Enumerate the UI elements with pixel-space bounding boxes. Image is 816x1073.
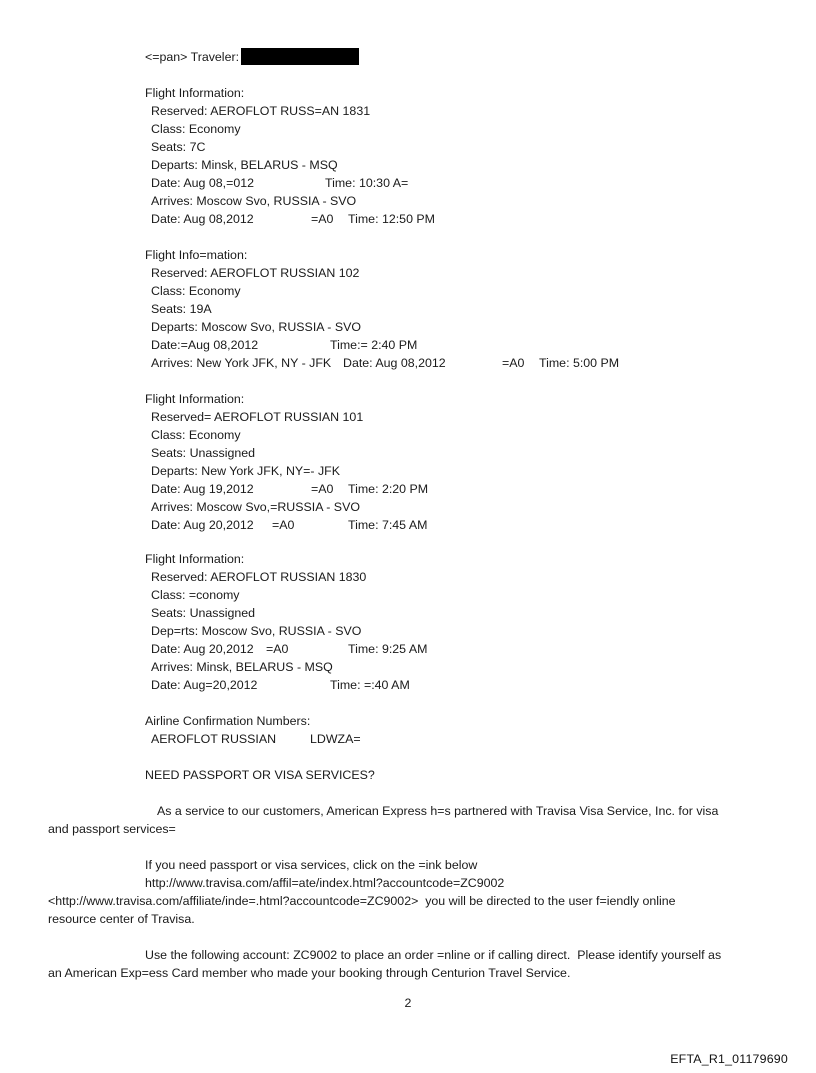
flight-arrival-time: Time: =:40 AM bbox=[330, 678, 410, 692]
traveler-label: <=pan> Traveler: bbox=[145, 50, 240, 64]
flight-departure-time: Time: 2:20 PM bbox=[348, 482, 429, 496]
flight-class: Class: =conomy bbox=[151, 588, 240, 602]
flight-departs: Departs: New York JFK, NY=- JFK bbox=[151, 464, 341, 478]
flight-departs: Departs: Moscow Svo, RUSSIA - SVO bbox=[151, 320, 362, 334]
flight-departs: Departs: Minsk, BELARUS - MSQ bbox=[151, 158, 338, 172]
confirmation-heading: Airline Confirmation Numbers: bbox=[145, 714, 311, 728]
flight-class: Class: Economy bbox=[151, 284, 241, 298]
flight-arrival-code: =A0 bbox=[272, 518, 295, 532]
flight-heading: Flight Info=mation: bbox=[145, 248, 248, 262]
flight-reserved: Reserved: AEROFLOT RUSSIAN 1830 bbox=[151, 570, 367, 584]
flight-departure-date: Date:=Aug 08,2012 bbox=[151, 338, 259, 352]
confirmation-airline: AEROFLOT RUSSIAN bbox=[151, 732, 277, 746]
flight-arrival-time: Time: 5:00 PM bbox=[539, 356, 620, 370]
visa-paragraph-1-line-2: and passport services= bbox=[48, 822, 176, 836]
flight-arrival-date: Date: Aug 08,2012 bbox=[151, 212, 254, 226]
flight-departure-date: Date: Aug 08,=012 bbox=[151, 176, 254, 190]
flight-departure-date: Date: Aug 19,2012 bbox=[151, 482, 254, 496]
visa-paragraph-3-line-2: an American Exp=ess Card member who made your booking through Centurion Travel Service. bbox=[48, 966, 571, 980]
flight-arrival-code: =A0 bbox=[311, 212, 334, 226]
flight-heading: Flight Information: bbox=[145, 86, 245, 100]
flight-departure-code: =A0 bbox=[266, 642, 289, 656]
flight-reserved: Reserved: AEROFLOT RUSSIAN 102 bbox=[151, 266, 360, 280]
flight-arrives: Arrives: Moscow Svo,=RUSSIA - SVO bbox=[151, 500, 360, 514]
flight-class: Class: Economy bbox=[151, 122, 241, 136]
flight-arrives: Arrives: Minsk, BELARUS - MSQ bbox=[151, 660, 333, 674]
flight-reserved: Reserved= AEROFLOT RUSSIAN 101 bbox=[151, 410, 364, 424]
traveler-line bbox=[145, 48, 359, 66]
flight-departure-code: =A0 bbox=[311, 482, 334, 496]
flight-seats: Seats: Unassigned bbox=[151, 606, 256, 620]
flight-arrival-time: Time: 7:45 AM bbox=[348, 518, 428, 532]
visa-paragraph-1-line-1: As a service to our customers, American Express h=s partnered with Travisa Visa Service, Inc. for visa bbox=[157, 804, 719, 818]
visa-paragraph-2-line-1: If you need passport or visa services, click on the =ink below bbox=[145, 858, 478, 872]
flight-arrival-date: Date: Aug 08,2012 bbox=[343, 356, 446, 370]
flight-departure-time: Time:= 2:40 PM bbox=[330, 338, 418, 352]
flight-arrives: Arrives: Moscow Svo, RUSSIA - SVO bbox=[151, 194, 357, 208]
flight-heading: Flight Information: bbox=[145, 552, 245, 566]
flight-arrival-time: Time: 12:50 PM bbox=[348, 212, 435, 226]
visa-paragraph-3-line-1: Use the following account: ZC9002 to place an order =nline or if calling direct. Please identify yourself as bbox=[145, 948, 722, 962]
flight-arrives: Arrives: New York JFK, NY - JFK bbox=[151, 356, 332, 370]
redaction-box bbox=[241, 48, 359, 65]
flight-reserved: Reserved: AEROFLOT RUSS=AN 1831 bbox=[151, 104, 371, 118]
travisa-link[interactable]: http://www.travisa.com/affil=ate/index.html?accountcode=ZC9002 bbox=[145, 876, 505, 890]
flight-class: Class: Economy bbox=[151, 428, 241, 442]
flight-seats: Seats: 19A bbox=[151, 302, 212, 316]
flight-heading: Flight Information: bbox=[145, 392, 245, 406]
flight-departure-time: Time: 10:30 A= bbox=[325, 176, 409, 190]
confirmation-code: LDWZA= bbox=[310, 732, 361, 746]
visa-heading: NEED PASSPORT OR VISA SERVICES? bbox=[145, 768, 375, 782]
visa-paragraph-2-line-3[interactable]: <http://www.travisa.com/affiliate/inde=.html?accountcode=ZC9002> you will be directed to the user f=iendly online bbox=[48, 894, 676, 908]
flight-arrival-code: =A0 bbox=[502, 356, 525, 370]
flight-seats: Seats: 7C bbox=[151, 140, 206, 154]
flight-departs: Dep=rts: Moscow Svo, RUSSIA - SVO bbox=[151, 624, 362, 638]
flight-seats: Seats: Unassigned bbox=[151, 446, 256, 460]
page-number: 2 bbox=[404, 996, 412, 1010]
flight-departure-time: Time: 9:25 AM bbox=[348, 642, 428, 656]
flight-arrival-date: Date: Aug 20,2012 bbox=[151, 518, 254, 532]
flight-arrival-date: Date: Aug=20,2012 bbox=[151, 678, 258, 692]
bates-number: EFTA_R1_01179690 bbox=[670, 1052, 788, 1066]
flight-departure-date: Date: Aug 20,2012 bbox=[151, 642, 254, 656]
visa-paragraph-2-line-4: resource center of Travisa. bbox=[48, 912, 195, 926]
